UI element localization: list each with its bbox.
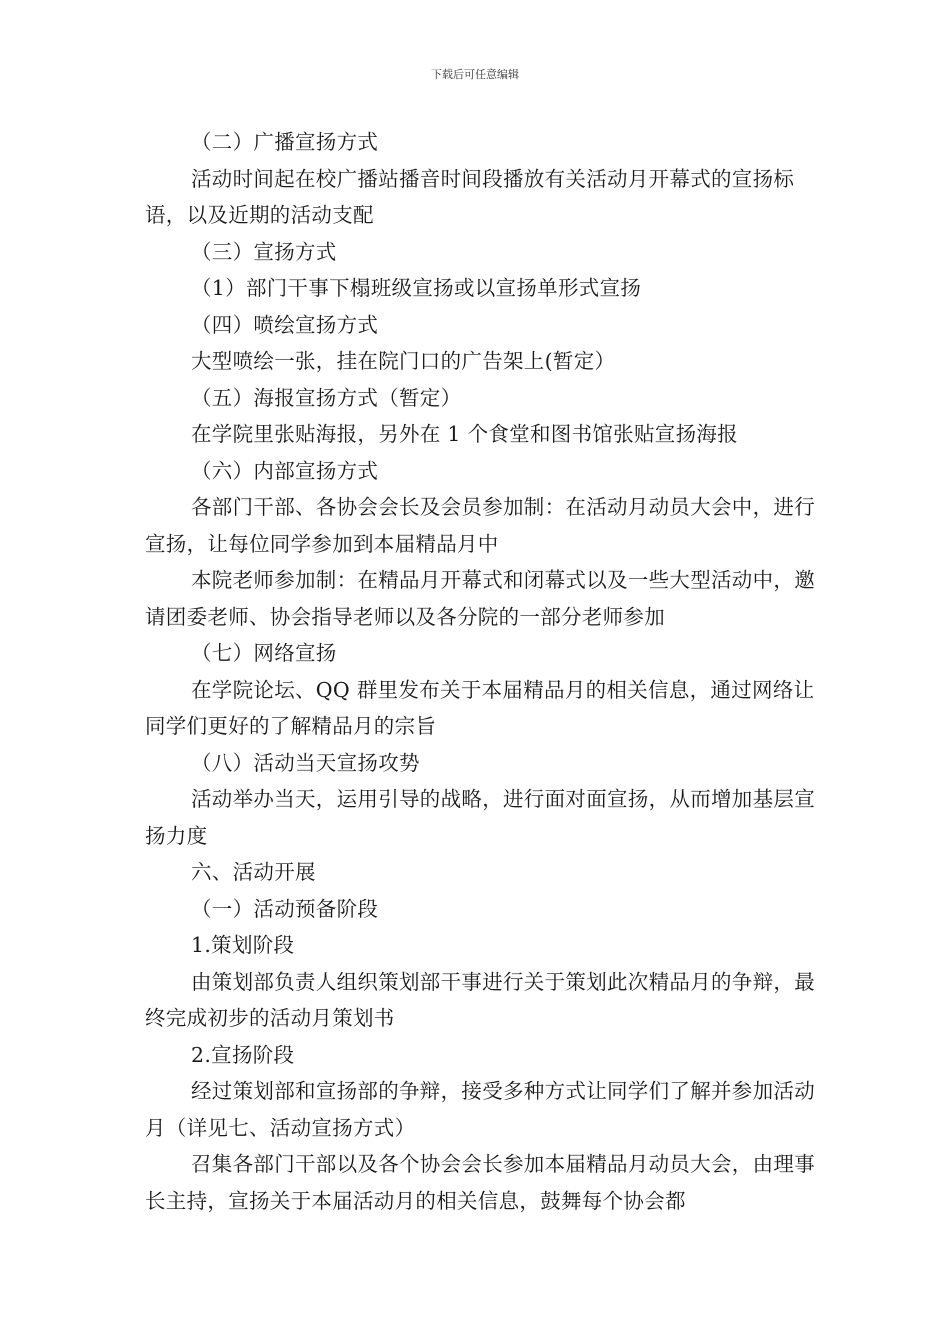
paragraph: 各部门干部、各协会会长及会员参加制：在活动月动员大会中，进行宣扬，让每位同学参加到本届精品月中 [145,495,815,556]
paragraph: 2.宣扬阶段 [191,1042,295,1067]
paragraph: 本院老师参加制：在精品月开幕式和闭幕式以及一些大型活动中，邀请团委老师、协会指导老师以及各分院的一部分老师参加 [145,568,815,629]
paragraph: 活动时间起在校广播站播音时间段播放有关活动月开幕式的宣扬标语，以及近期的活动支配 [145,166,795,227]
paragraph: （八）活动当天宣扬攻势 [191,750,420,775]
paragraph: 由策划部负责人组织策划部干事进行关于策划此次精品月的争辩，最终完成初步的活动月策划书 [145,969,815,1030]
paragraph: （1）部门干事下榻班级宣扬或以宣扬单形式宣扬 [191,276,642,300]
paragraph: 在学院里张贴海报，另外在 1 个食堂和图书馆张贴宣扬海报 [191,422,738,446]
paragraph: （一）活动预备阶段 [191,896,379,921]
paragraph: （五）海报宣扬方式（暂定） [191,385,462,410]
document-body [145,124,825,1219]
paragraph: 大型喷绘一张，挂在院门口的广告架上(暂定） [191,349,616,373]
paragraph: 经过策划部和宣扬部的争辩，接受多种方式让同学们了解并参加活动月（详见七、活动宣扬方式） [145,1079,815,1140]
paragraph: 1.策划阶段 [191,933,295,957]
page-header: 下载后可任意编辑 [431,68,519,81]
paragraph: 在学院论坛、QQ 群里发布关于本届精品月的相关信息，通过网络让同学们更好的了解精品月的宗旨 [145,677,815,738]
paragraph: 六、活动开展 [191,860,316,884]
paragraph: （二）广播宣扬方式 [191,130,379,154]
paragraph: 召集各部门干部以及各个协会会长参加本届精品月动员大会，由理事长主持，宣扬关于本届活动月的相关信息，鼓舞每个协会都 [145,1152,815,1213]
paragraph: （七）网络宣扬 [191,641,337,665]
paragraph: （三）宣扬方式 [191,239,337,264]
paragraph: 活动举办当天，运用引导的战略，进行面对面宣扬，从而增加基层宣扬力度 [145,787,815,848]
paragraph: （四）喷绘宣扬方式 [191,312,379,337]
paragraph: （六）内部宣扬方式 [191,458,379,483]
